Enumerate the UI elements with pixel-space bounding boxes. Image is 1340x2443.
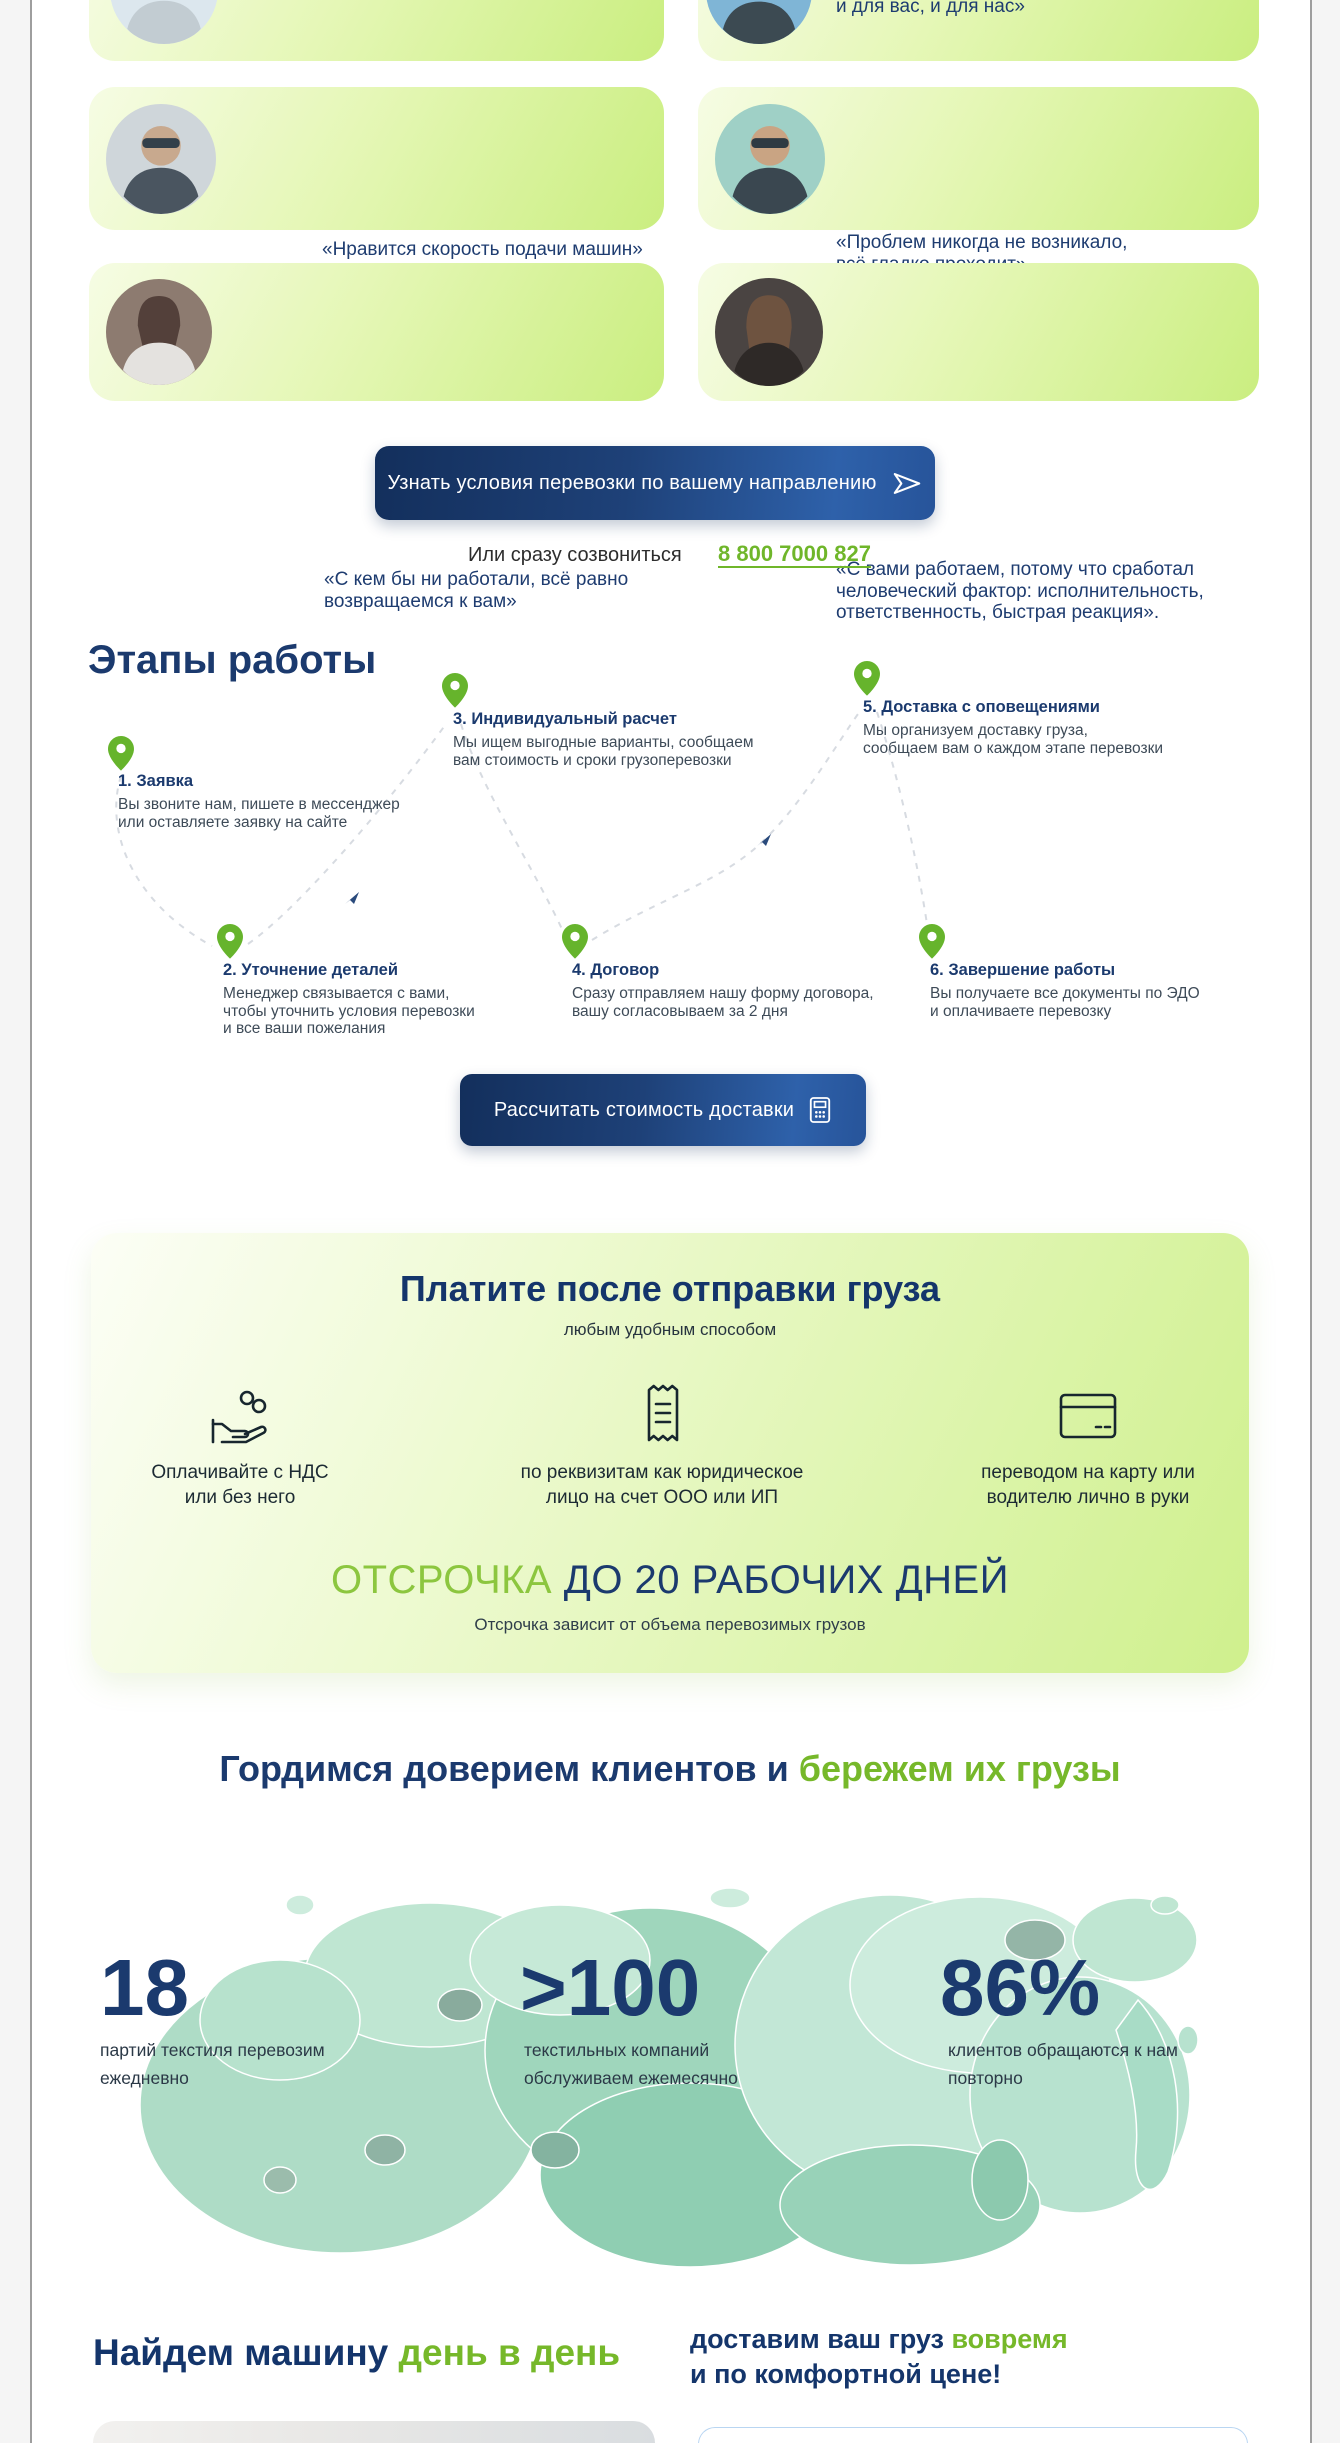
step-label: 6. Завершение работы [930,961,1116,979]
testimonial-card [89,87,664,260]
payment-method-caption: Оплачивайте с НДС или без него [151,1462,329,1508]
clients-title-accent: бережем их грузы [798,1748,1121,1789]
payment-method-caption: по реквизитам как юридическое лицо на счет ООО или ИП [520,1462,804,1508]
step-label: 1. Заявка [118,772,194,790]
calculate-cost-label: Рассчитать стоимость доставки [493,1098,795,1121]
shipping-conditions-label: Узнать условия перевозки по вашему направлению [387,471,877,494]
step-item: 3. Индивидуальный расчет Мы ищем выгодные варианты, сообщаем вам стоимость и сроки грузоперевозки [453,710,813,769]
truck-photo-cut [93,2421,655,2443]
step-item: 2. Уточнение деталей Менеджер связывается с вами, чтобы уточнить условия перевозки и все ваши пожелания [223,961,583,1038]
stat-value: 86% [940,1943,1101,2032]
map-pin-icon [562,924,588,958]
map-pin-icon [217,924,243,958]
step-item: 1. Заявка Вы звоните нам, пишете в мессенджер или оставляете заявку на сайте [118,772,478,831]
map-pin-icon [108,736,134,770]
route-arrow-icon [756,832,772,848]
stat-value: 18 [100,1943,189,2032]
map-pin-icon [854,661,880,695]
send-arrow-icon [891,470,923,497]
stat-caption: партий текстиля перевозим ежедневно [100,2040,325,2088]
call-prefix: Или сразу созвониться [468,544,682,566]
phone-link[interactable]: 8 800 7000 827 [718,541,871,566]
testimonial-text: «Нравится скорость подачи машин» [322,239,643,260]
receipt-icon [640,1382,686,1453]
step-label: 2. Уточнение деталей [223,961,399,979]
clients-title: Гордимся доверием клиентов и бережем их грузы [219,1748,1121,1789]
avatar [106,279,212,385]
step-label: 5. Доставка с оповещениями [863,698,1100,716]
form-card-cut [698,2427,1248,2443]
bottom-title-accent: день в день [398,2332,621,2373]
payment-delay-line: ОТСРОЧКА ДО 20 РАБОЧИХ ДНЕЙ [331,1558,1009,1602]
route-arrow-icon [344,890,360,906]
credit-card-icon [1058,1392,1118,1445]
map-pin-icon [442,673,468,707]
map-pin-icon [919,924,945,958]
bottom-subtitle: доставим ваш груз вовремя и по комфортной цене! [690,2324,1068,2389]
testimonial-card [89,0,664,61]
avatar [706,0,812,44]
payment-subtitle: любым удобным способом [563,1320,777,1339]
step-item: 5. Доставка с оповещениями Мы организуем доставку груза, сообщаем вам о каждом этапе перевозки [863,698,1223,757]
stat-caption: клиентов обращаются к нам повторно [948,2040,1178,2088]
payment-delay-note: Отсрочка зависит от объема перевозимых грузов [474,1615,866,1634]
bottom-subtitle-accent: вовремя [951,2324,1068,2354]
bottom-title: Найдем машину день в день [93,2332,621,2373]
testimonial-text: «Проблем никогда не возникало, [836,232,1128,253]
shipping-conditions-button[interactable] [375,446,935,520]
hand-coins-icon [205,1388,275,1453]
step-item: 4. Договор Сразу отправляем нашу форму договора, вашу согласовываем за 2 дня [572,961,932,1020]
testimonial-text: «С вами работаем, потому что сработал человеческий фактор: исполнительность, ответственность, быстрая реакция». [836,559,1204,623]
calculate-cost-button[interactable] [460,1074,866,1146]
testimonial-text: «С кем бы ни работали, всё равно возвращаемся к вам» [324,569,629,612]
payment-title: Платите после отправки груза [399,1268,941,1309]
payment-method-caption: переводом на карту или водителю лично в руки [981,1462,1195,1508]
testimonial-card [698,87,1259,253]
delay-highlight: ОТСРОЧКА [331,1558,553,1602]
stat-caption: текстильных компаний обслуживаем ежемесячно [524,2040,738,2088]
step-item: 6. Завершение работы Вы получаете все документы по ЭДО и оплачиваете перевозку [930,961,1290,1020]
testimonial-card [698,0,1259,61]
step-label: 3. Индивидуальный расчет [453,710,677,728]
step-label: 4. Договор [572,961,660,979]
steps-title: Этапы работы [88,638,377,682]
calculator-icon [808,1096,832,1124]
testimonial-text: и для вас, и для нас» [836,0,1025,17]
stat-value: >100 [520,1943,701,2032]
avatar [106,104,216,214]
avatar [715,278,823,386]
avatar [110,0,218,44]
avatar [715,104,825,214]
